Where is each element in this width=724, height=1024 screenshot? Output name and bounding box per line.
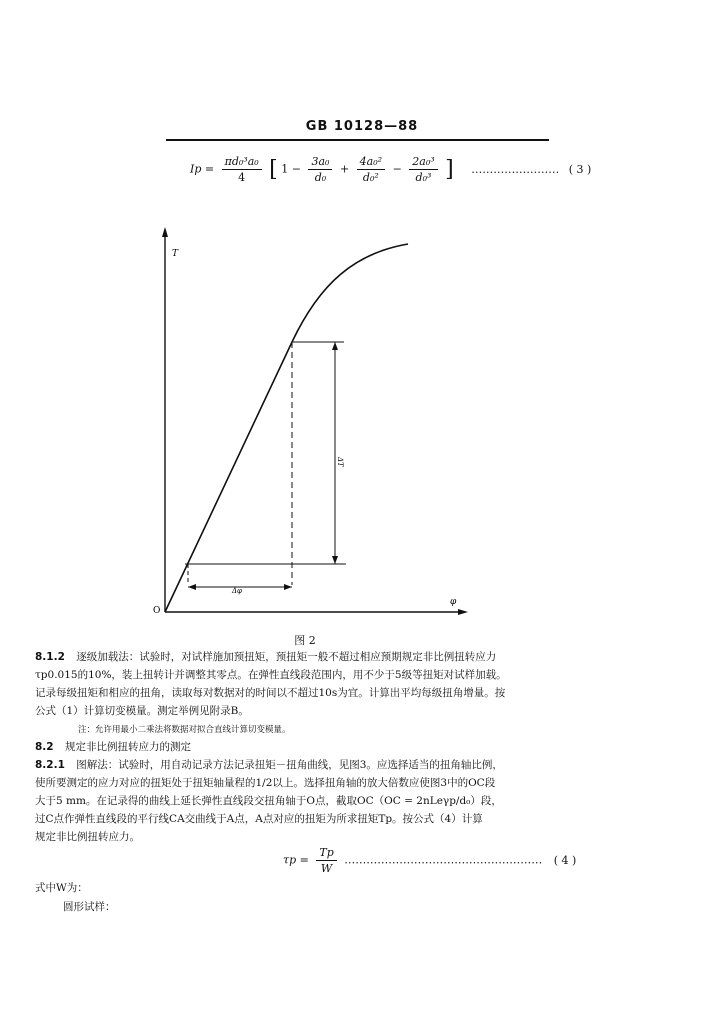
formula-3-prefix-fraction: $\frac{\text{πd₀³a₀}}{4}$	[222, 155, 262, 184]
x-axis-arrow	[458, 609, 468, 615]
section-8-2-heading: 8.2 规定非比例扭转应力的测定	[35, 741, 191, 753]
formula-3-term4: $\frac{\text{2a₀³}}{\text{d₀³}}$	[409, 155, 437, 184]
formula-4: τp = $\frac{Tp}{W}$ ……………………………………………… ( 4 )	[283, 846, 577, 875]
section-8-2-1-line-2: 使所要测定的应力对应的扭矩处于扭矩轴量程的1/2以上。选择扭角轴的放大倍数应使图3中的OC段	[35, 777, 496, 789]
formula-3-term2: $\frac{\text{3a₀}}{\text{d₀}}$	[308, 155, 332, 184]
header-rule	[166, 139, 549, 141]
figure-caption: 图 2	[294, 634, 316, 647]
torque-twist-curve	[165, 244, 408, 612]
x-axis-label: φ	[450, 597, 457, 607]
delta-phi-label: Δφ	[232, 587, 242, 595]
note: 注：允许用最小二乘法将数据对拟合直线计算切变模量。	[78, 725, 291, 735]
section-8-2-1-line-4: 过C点作弹性直线段的平行线CA交曲线于A点，A点对应的扭矩为所求扭矩Tp。按公式（4）计算	[35, 813, 483, 825]
formula-4-leader: ………………………………………………	[344, 853, 543, 867]
section-8-2-1-line-5: 规定非比例扭转应力。	[35, 831, 140, 843]
figure-2-diagram	[150, 225, 470, 620]
section-8-1-2-line-1: 8.1.2 逐级加载法：试验时，对试样施加预扭矩，预扭矩一般不超过相应预期规定非比例扭转应力	[35, 651, 497, 663]
formula-3-leader: ……………………	[471, 162, 560, 176]
section-8-1-2-line-4: 公式（1）计算切变模量。测定举例见附录B。	[35, 705, 249, 717]
formula-3: Ip = $\frac{\text{πd₀³a₀}}{4}$ [ 1 − $\frac{\text{3a₀}}{\text{d₀}}$ + $\frac{\text{4a₀²}}{\text{d₀²}}$ − $\frac{\text{2a₀³}}{\text{d₀³}}$ ] …………………… ( 3 )	[190, 155, 592, 184]
formula-3-term3: $\frac{\text{4a₀²}}{\text{d₀²}}$	[357, 155, 385, 184]
section-8-1-2-line-2: τp0.015的10%，装上扭转计并调整其零点。在弹性直线段范围内，用不少于5级等扭矩对试样加载。	[35, 669, 507, 681]
y-axis-arrow	[162, 227, 168, 237]
formula-4-lhs: τp	[283, 853, 297, 867]
section-8-1-2-line-3: 记录每级扭矩和相应的扭角，读取每对数据对的时间以不超过10s为宜。计算出平均每级扭角增量。按	[35, 687, 506, 699]
section-8-2-1-line-1: 8.2.1 图解法：试验时，用自动记录方法记录扭矩－扭角曲线，见图3。应选择适当的扭角轴比例，	[35, 759, 503, 771]
tail-line-2: 圆形试样：	[63, 901, 116, 913]
tail-line-1: 式中W为：	[35, 882, 88, 894]
formula-3-lhs: Ip	[190, 162, 202, 176]
formula-4-fraction: $\frac{Tp}{W}$	[316, 846, 336, 875]
section-8-2-1-line-3: 大于5 mm。在记录得的曲线上延长弹性直线段交扭角轴于O点，截取OC（OC = 2nLeγp/d₀）段，	[35, 795, 502, 807]
delta-t-label: ΔT	[336, 457, 344, 467]
formula-3-number: ( 3 )	[568, 162, 592, 176]
standard-number: GB 10128—88	[305, 119, 419, 134]
formula-4-number: ( 4 )	[553, 853, 577, 867]
origin-label: O	[153, 606, 161, 616]
y-axis-label: T	[172, 249, 179, 259]
